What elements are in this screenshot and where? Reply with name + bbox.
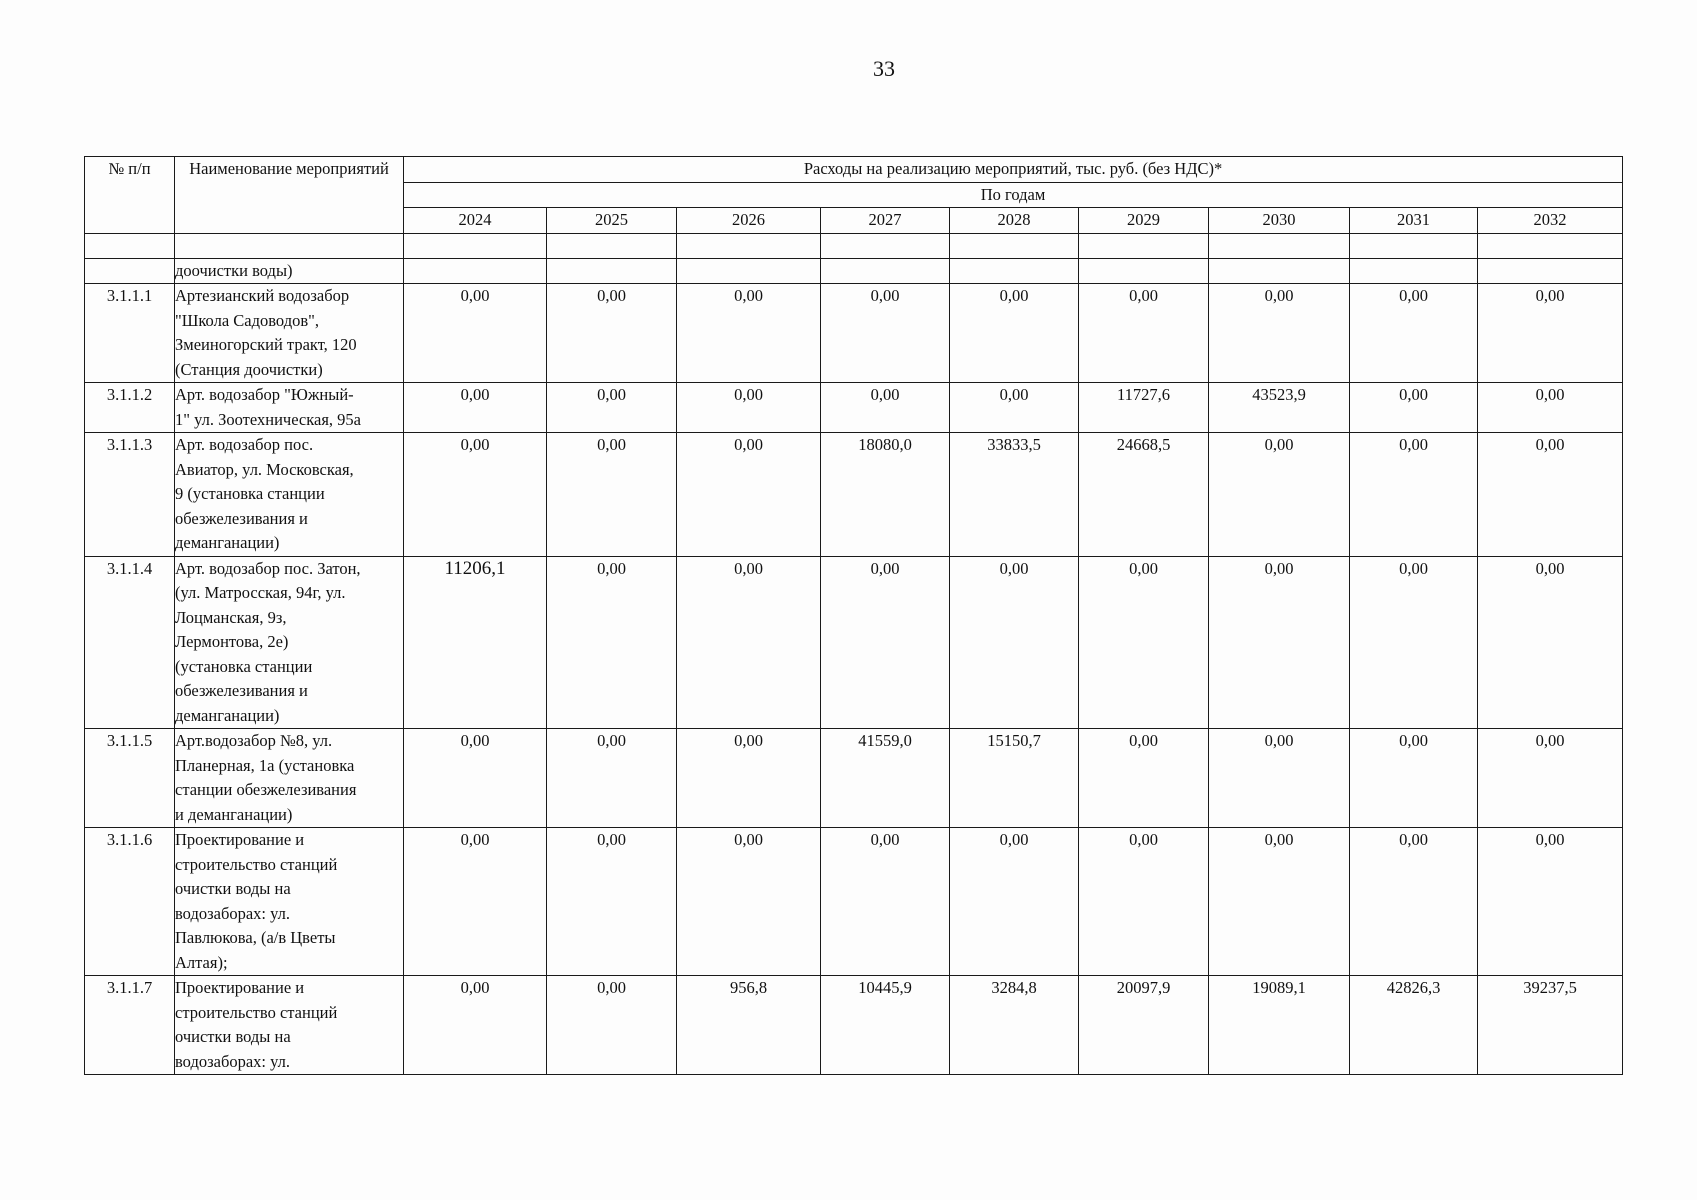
cost-cell: 0,00 — [1079, 284, 1209, 383]
event-name-line: Арт. водозабор пос. — [175, 435, 314, 454]
row-number: 3.1.1.7 — [85, 976, 175, 1075]
cost-cell: 43523,9 — [1209, 383, 1350, 433]
event-name — [175, 976, 404, 1075]
event-name-line: 1" ул. Зоотехническая, 95а — [175, 409, 362, 429]
cost-cell: 0,00 — [404, 828, 547, 976]
year-header: 2032 — [1478, 208, 1623, 234]
event-name — [175, 383, 404, 433]
cost-cell: 0,00 — [1478, 433, 1623, 557]
year-header: 2030 — [1209, 208, 1350, 234]
cost-cell: 0,00 — [677, 284, 821, 383]
continuation-row — [85, 258, 1623, 284]
cost-cell: 0,00 — [821, 828, 950, 976]
event-name — [175, 828, 404, 976]
event-name-line: Алтая); — [175, 952, 228, 972]
row-number: 3.1.1.2 — [85, 383, 175, 433]
event-name — [175, 729, 404, 828]
cost-cell: 19089,1 — [1209, 976, 1350, 1075]
event-name-line: Артезианский водозабор — [175, 286, 350, 305]
year-header: 2029 — [1079, 208, 1209, 234]
row-number: 3.1.1.3 — [85, 433, 175, 557]
cost-cell: 0,00 — [1209, 433, 1350, 557]
cost-cell: 42826,3 — [1350, 976, 1478, 1075]
cost-cell: 33833,5 — [950, 433, 1079, 557]
row-number: 3.1.1.5 — [85, 729, 175, 828]
event-name-line: Арт. водозабор "Южный- — [175, 385, 354, 404]
cost-cell: 0,00 — [1478, 284, 1623, 383]
event-name-line: очистки воды на — [175, 1027, 291, 1046]
cost-cell: 0,00 — [547, 556, 677, 729]
event-name-line: Арт.водозабор №8, ул. — [175, 731, 333, 750]
cost-cell: 11727,6 — [1079, 383, 1209, 433]
event-name-line: 9 (установка станции — [175, 484, 325, 503]
cost-cell: 20097,9 — [1079, 976, 1209, 1075]
header-by-years: По годам — [404, 182, 1623, 208]
continuation-text: доочистки воды) — [175, 258, 404, 284]
cost-cell: 0,00 — [404, 383, 547, 433]
cost-cell: 0,00 — [677, 383, 821, 433]
event-name-line: (установка станции — [175, 656, 313, 676]
table-row — [85, 976, 1623, 1075]
cost-cell: 0,00 — [1350, 556, 1478, 729]
cost-cell: 956,8 — [677, 976, 821, 1075]
cost-cell: 41559,0 — [821, 729, 950, 828]
event-name-line: и деманганации) — [175, 804, 293, 824]
event-name-line: Авиатор, ул. Московская, — [175, 459, 354, 479]
event-name-line: Проектирование и — [175, 830, 305, 849]
cost-cell: 0,00 — [1478, 828, 1623, 976]
cost-cell: 0,00 — [950, 828, 1079, 976]
cost-cell: 3284,8 — [950, 976, 1079, 1075]
row-number: 3.1.1.6 — [85, 828, 175, 976]
cost-cell: 0,00 — [547, 433, 677, 557]
event-name — [175, 284, 404, 383]
year-header: 2024 — [404, 208, 547, 234]
event-name-line: Планерная, 1а (установка — [175, 755, 355, 775]
cost-cell: 0,00 — [950, 556, 1079, 729]
event-name-line: водозаборах: ул. — [175, 1051, 291, 1071]
event-name-line: (Станция доочистки) — [175, 359, 323, 379]
table-row — [85, 433, 1623, 557]
event-name-line: деманганации) — [175, 705, 280, 725]
table-row — [85, 729, 1623, 828]
year-header: 2025 — [547, 208, 677, 234]
row-number: 3.1.1.1 — [85, 284, 175, 383]
cost-cell: 0,00 — [1350, 433, 1478, 557]
cost-cell: 0,00 — [1350, 828, 1478, 976]
cost-cell: 0,00 — [1079, 556, 1209, 729]
cost-cell: 0,00 — [547, 383, 677, 433]
header-row-number: № п/п — [85, 157, 175, 234]
header-event-name: Наименование мероприятий — [175, 157, 404, 234]
cost-cell: 0,00 — [1209, 828, 1350, 976]
page-number: 33 — [873, 56, 895, 81]
event-name — [175, 433, 404, 557]
year-header: 2031 — [1350, 208, 1478, 234]
event-name-line: Лоцманская, 9з, — [175, 607, 287, 627]
event-name-line: деманганации) — [175, 533, 280, 552]
event-name-line: Проектирование и — [175, 978, 305, 997]
cost-cell: 0,00 — [1478, 556, 1623, 729]
event-name-line: Змеиногорский тракт, 120 — [175, 335, 357, 354]
cost-cell: 0,00 — [404, 433, 547, 557]
budget-table — [84, 156, 1623, 1075]
event-name-line: очистки воды на — [175, 879, 291, 898]
cost-cell: 0,00 — [821, 556, 950, 729]
event-name-line: (ул. Матросская, 94г, ул. — [175, 583, 346, 602]
header-costs: Расходы на реализацию мероприятий, тыс. руб. (без НДС)* — [404, 157, 1623, 183]
cost-cell: 0,00 — [1209, 284, 1350, 383]
cost-cell: 24668,5 — [1079, 433, 1209, 557]
event-name-line: "Школа Садоводов", — [175, 310, 319, 330]
cost-cell: 0,00 — [950, 284, 1079, 383]
cost-cell: 0,00 — [677, 556, 821, 729]
cost-cell: 0,00 — [1209, 729, 1350, 828]
cost-cell: 0,00 — [547, 828, 677, 976]
cost-cell: 10445,9 — [821, 976, 950, 1075]
year-header: 2028 — [950, 208, 1079, 234]
table-row — [85, 383, 1623, 433]
event-name-line: обезжелезивания и — [175, 508, 308, 528]
event-name-line: станции обезжелезивания — [175, 780, 357, 799]
cost-cell: 0,00 — [1350, 383, 1478, 433]
row-number: 3.1.1.4 — [85, 556, 175, 729]
cost-cell: 0,00 — [547, 284, 677, 383]
event-name-line: Лермонтова, 2е) — [175, 632, 289, 651]
event-name-line: строительство станций — [175, 854, 338, 874]
cost-cell: 0,00 — [1478, 729, 1623, 828]
cost-cell: 39237,5 — [1478, 976, 1623, 1075]
cost-cell: 0,00 — [1478, 383, 1623, 433]
event-name-line: Арт. водозабор пос. Затон, — [175, 558, 361, 578]
cost-cell: 0,00 — [404, 284, 547, 383]
blank-row — [85, 233, 1623, 258]
cost-cell: 0,00 — [677, 828, 821, 976]
cost-cell: 11206,1 — [404, 556, 547, 729]
table-row — [85, 556, 1623, 729]
cost-cell: 0,00 — [1350, 284, 1478, 383]
cost-cell: 0,00 — [821, 284, 950, 383]
cost-cell: 0,00 — [404, 729, 547, 828]
event-name-line: Павлюкова, (а/в Цветы — [175, 928, 336, 947]
cost-cell: 0,00 — [1209, 556, 1350, 729]
cost-cell: 0,00 — [677, 729, 821, 828]
cost-cell: 0,00 — [677, 433, 821, 557]
cost-cell: 18080,0 — [821, 433, 950, 557]
event-name — [175, 556, 404, 729]
event-name-line: обезжелезивания и — [175, 681, 308, 700]
cost-cell: 0,00 — [1079, 828, 1209, 976]
year-header: 2026 — [677, 208, 821, 234]
cost-cell: 15150,7 — [950, 729, 1079, 828]
cost-cell: 0,00 — [821, 383, 950, 433]
cost-cell: 0,00 — [404, 976, 547, 1075]
cost-cell: 0,00 — [1350, 729, 1478, 828]
table-row — [85, 828, 1623, 976]
year-header: 2027 — [821, 208, 950, 234]
event-name-line: водозаборах: ул. — [175, 903, 291, 923]
table-row — [85, 284, 1623, 383]
cost-cell: 0,00 — [547, 729, 677, 828]
cost-cell: 0,00 — [1079, 729, 1209, 828]
event-name-line: строительство станций — [175, 1002, 338, 1022]
cost-cell: 0,00 — [547, 976, 677, 1075]
cost-cell: 0,00 — [950, 383, 1079, 433]
